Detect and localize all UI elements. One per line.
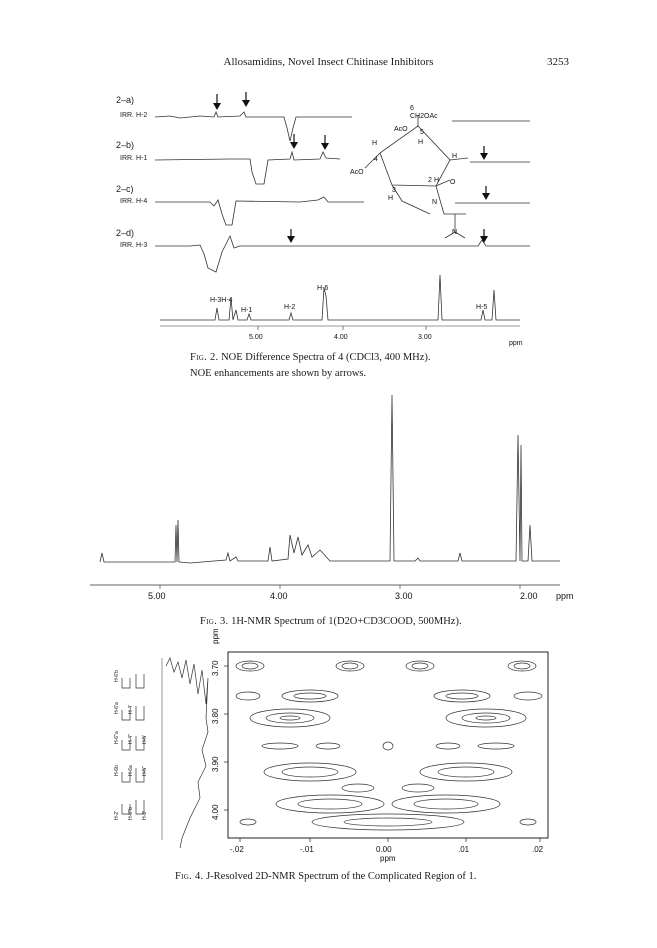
x-axis-ticks [240,838,540,842]
struct-three: 3 [392,187,396,194]
fig3-tick-400: 4.00 [270,591,288,601]
figure-2 [0,0,657,390]
multiplet-diagram [122,658,208,848]
fig2-caption-prefix: Fig. 2. [190,352,219,363]
y-tick-400: 4.00 [211,804,220,820]
peak-label-h1: H-1 [241,307,253,314]
y-axis-ticks [224,666,228,810]
fig3-tick-300: 3.00 [395,591,413,601]
jres-plot-frame [228,652,548,838]
irr-label-c: IRR. H-4 [120,198,148,205]
fig2-caption-text: NOE Difference Spectra of 4 (CDCl3, 400 MHz). [221,352,431,363]
struct-n: N [432,199,438,206]
struct-h-two: H [434,177,440,184]
fig3-trace [100,395,560,563]
fig2-axis-ticks [258,326,426,330]
trace-label-b: 2–b) [116,140,135,150]
struct-nme: N [452,229,458,236]
page-number: 3253 [547,56,569,68]
struct-h-c: H [452,153,458,160]
noe-arrows [213,92,490,243]
fig3-minor-ticks [160,585,520,589]
fig2-tick-400: 4.00 [334,334,348,341]
fig3-caption [200,616,462,627]
peak-label-h5: H-5 [476,304,488,311]
struct-two: 2 [428,177,432,184]
side-label-h2p: H-2' [114,810,120,820]
running-title: Allosamidins, Novel Insect Chitinase Inhibitors [223,56,434,68]
side-label-h3p: H-3' [142,810,148,820]
side-label-h6a: H-6a [128,765,134,776]
side-label-h6ppa: H-6''a [114,731,120,744]
irr-label-a: IRR. H-2 [120,112,148,119]
fig4-caption [175,871,476,882]
struct-h-b: H [418,139,424,146]
side-label-h5p: H-5' [142,734,148,744]
x-tick-m02: -.02 [230,845,244,854]
figure-4 [110,628,560,863]
struct-o: O [450,179,456,186]
fig2-caption [190,352,431,363]
peak-label-h2: H-2 [284,304,296,311]
struct-aco-top: AcO [394,126,408,133]
trace-label-c: 2–c) [116,184,134,194]
struct-five: 5 [420,129,424,136]
y-tick-370: 3.70 [211,660,220,676]
trace-c [155,197,364,225]
irr-label-d: IRR. H-3 [120,242,148,249]
trace-d [155,236,530,272]
x-tick-p02: .02 [532,845,544,854]
peak-label-h3h4: H-3H-4 [210,297,233,304]
irr-label-b: IRR. H-1 [120,155,148,162]
side-label-h6ppb: H-6''b [128,807,134,820]
trace-b [155,152,340,184]
fig2-caption-line2: NOE enhancements are shown by arrows. [190,368,367,379]
side-label-h4pp: H-4'' [128,734,134,744]
y-tick-390: 3.90 [211,756,220,772]
fig3-tick-200: 2.00 [520,591,538,601]
struct-h-d: H [388,195,394,202]
side-label-h6b: H-6b [114,765,120,776]
x-axis-unit: ppm [380,854,396,863]
x-tick-p01: .01 [458,845,470,854]
fig4-caption-prefix: Fig. 4. [175,871,204,882]
x-tick-000: 0.00 [376,845,392,854]
ring-structure [380,126,450,186]
side-label-h6pb: H-6'b [114,670,120,682]
side-label-h6pa: H-6'a [114,702,120,714]
fig3-tick-500: 5.00 [148,591,166,601]
jres-2d-svg [110,628,560,863]
struct-ch2oac: CH2OAc [410,113,438,120]
peak-label-h6: H-6 [317,285,329,292]
fig2-tick-500: 5.00 [249,334,263,341]
trace-label-a: 2–a) [116,95,135,105]
trace-a [155,112,352,141]
fig4-caption-text: J-Resolved 2D-NMR Spectrum of the Complicated Region of 1. [206,871,477,882]
struct-four: 4 [374,156,378,163]
side-label-h5pp: H-5'' [142,766,148,776]
y-tick-380: 3.80 [211,708,220,724]
fig3-caption-text: 1H-NMR Spectrum of 1(D2O+CD3COOD, 500MHz). [231,616,462,627]
trace-label-d: 2–d) [116,228,135,238]
fig2-axis-unit: ppm [509,340,523,347]
struct-six: 6 [410,105,414,112]
fig2-tick-300: 3.00 [418,334,432,341]
struct-aco-left: AcO [350,169,364,176]
fig3-caption-prefix: Fig. 3. [200,616,229,627]
x-tick-m01: -.01 [300,845,314,854]
side-label-h4p: H-4' [128,704,134,714]
noe-spectra-svg [0,0,657,390]
y-axis-unit: ppm [211,628,220,644]
fig3-axis-unit: ppm [556,591,574,601]
figure-3-spectrum [0,385,657,625]
struct-h-a: H [372,140,378,147]
contour-peaks [236,661,542,830]
